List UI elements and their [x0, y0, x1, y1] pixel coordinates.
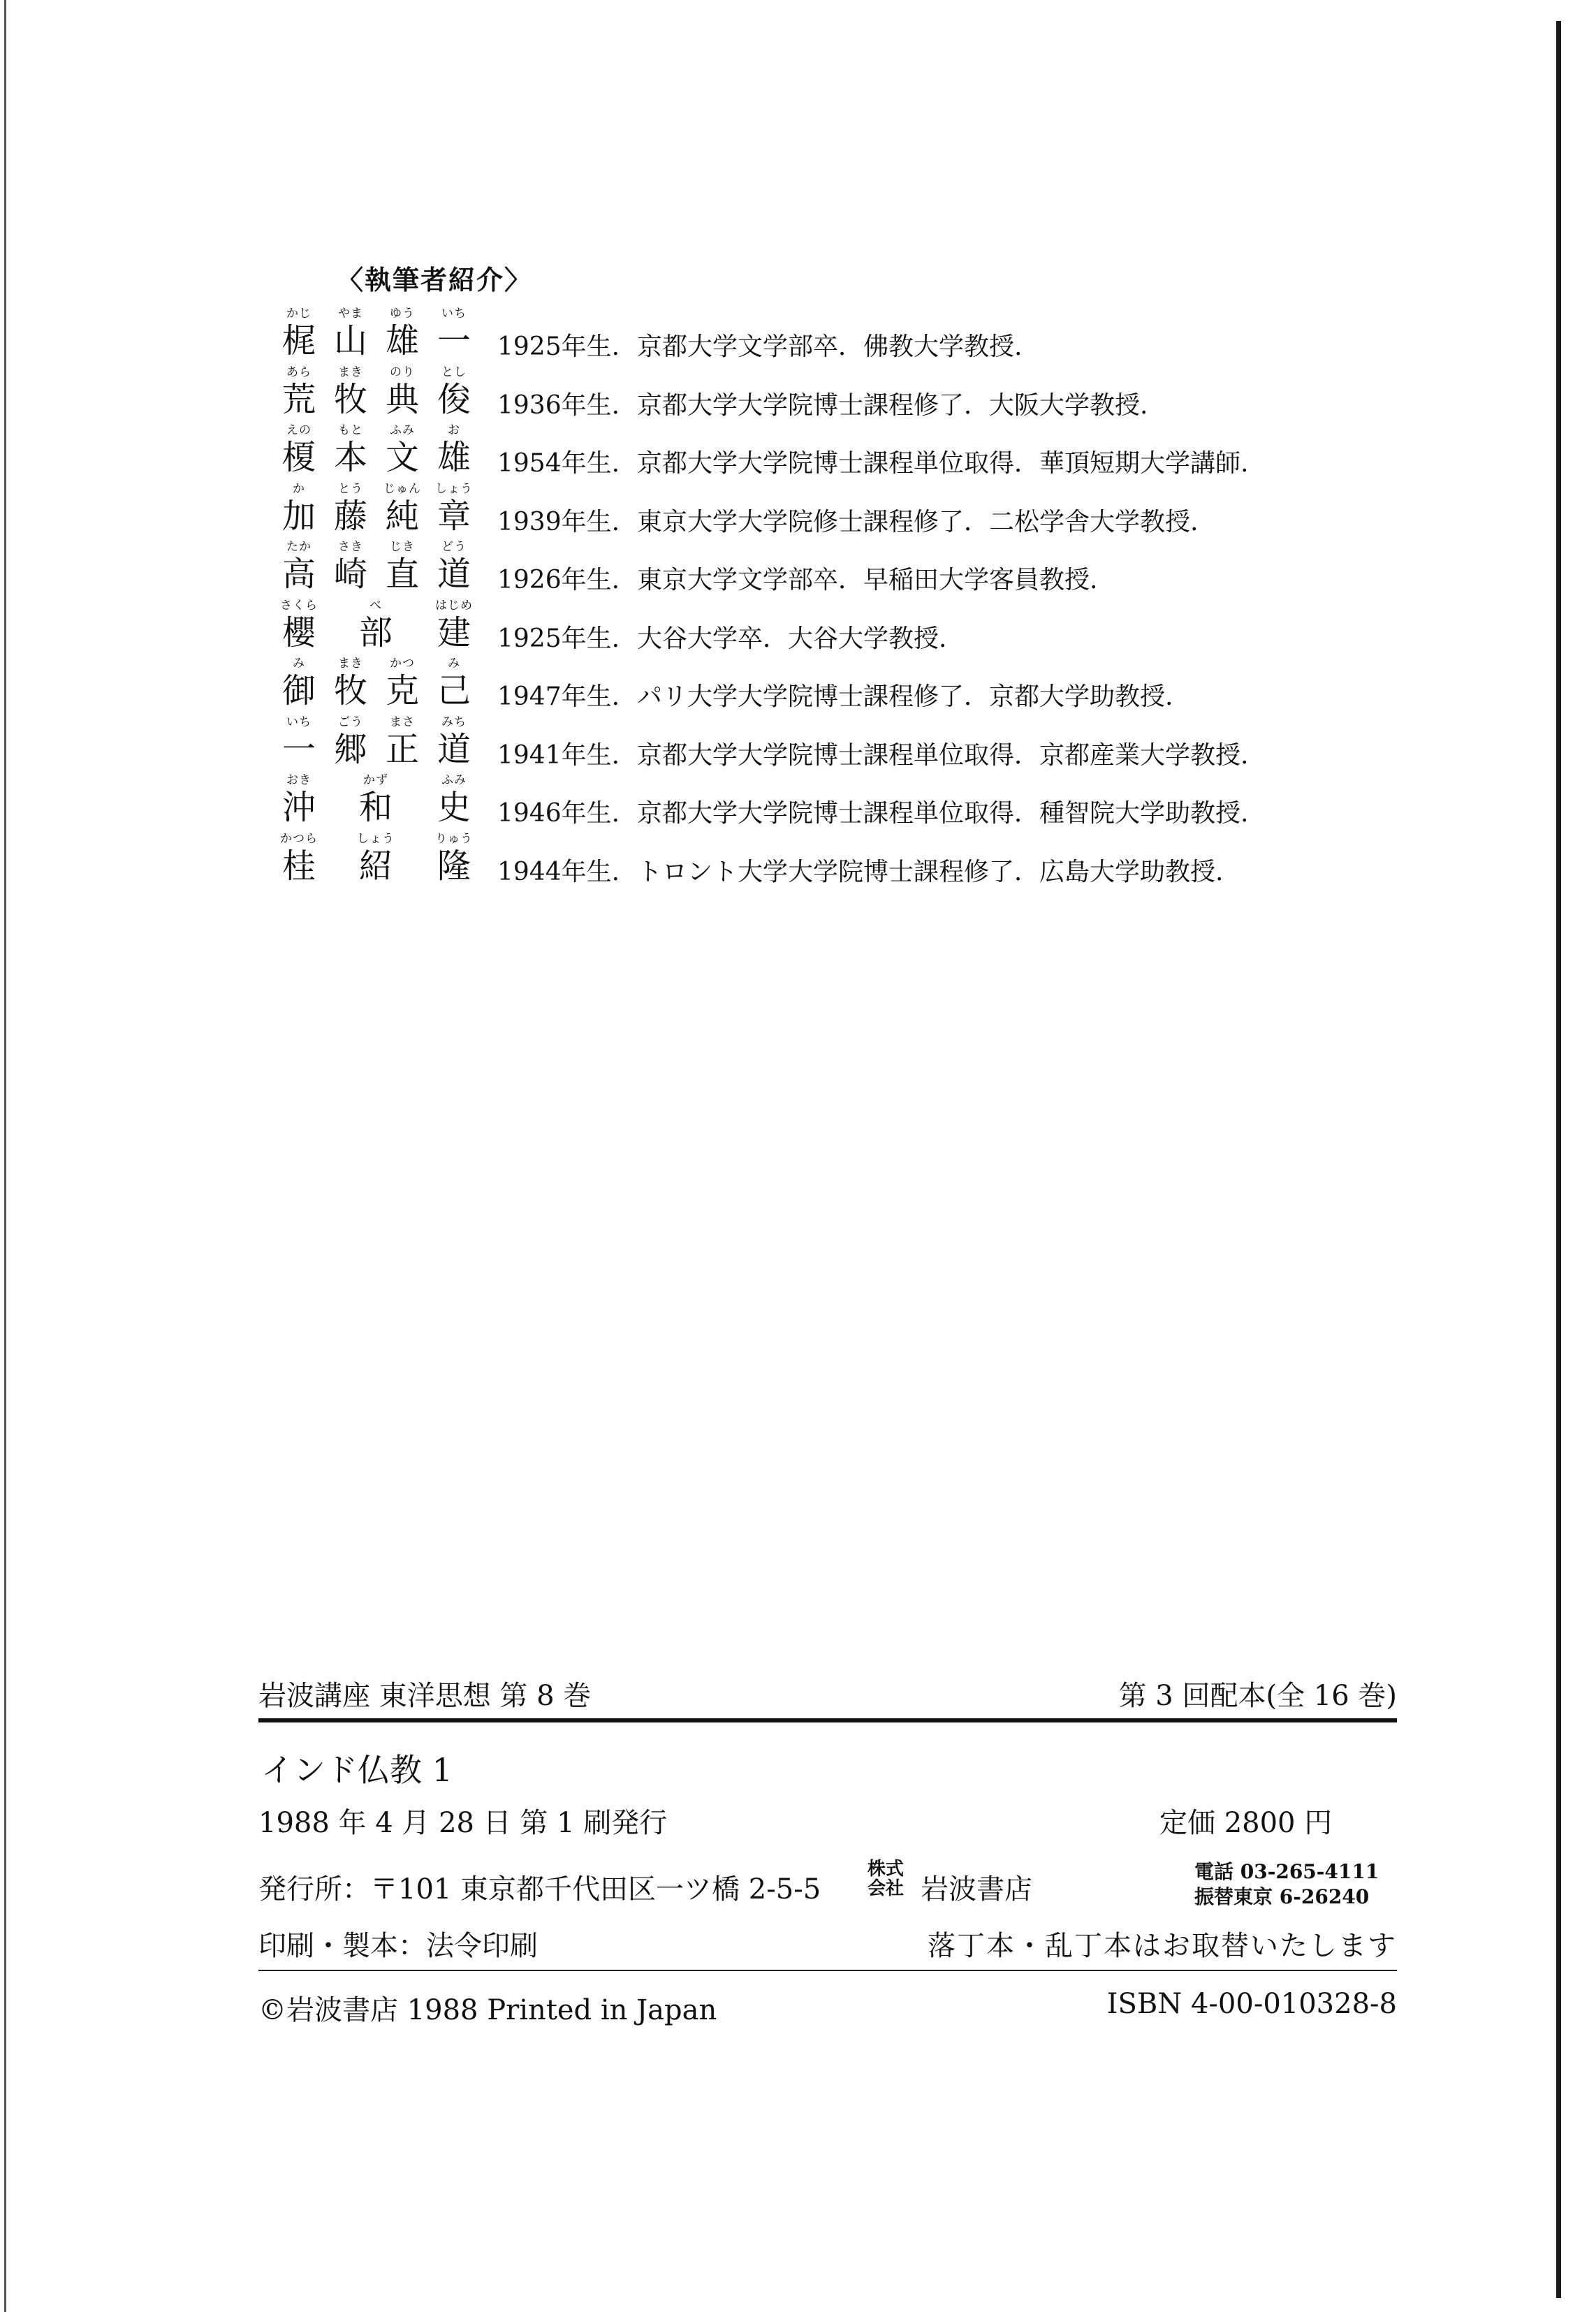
career-description: 東京大学文学部卒．早稲田大学客員教授.: [637, 566, 1098, 594]
kanji: 文: [385, 438, 419, 477]
furigana: さくら: [280, 598, 318, 613]
publication-date: 1988 年 4 月 28 日 第 1 刷発行: [258, 1807, 668, 1839]
author-row: [279, 770, 1397, 828]
birth-year: 1941年生.: [497, 740, 620, 770]
furigana: かじ: [286, 307, 312, 321]
furigana: ふみ: [441, 773, 467, 787]
author-name: [279, 303, 475, 362]
birth-year: 1946年生.: [497, 799, 620, 828]
kanji: 櫻: [281, 613, 316, 652]
name-character: [434, 478, 474, 537]
kanji: 己: [437, 671, 471, 710]
name-character: [331, 653, 370, 712]
colophon: [258, 1648, 1397, 2040]
price: 定価 2800 円: [1159, 1807, 1333, 1839]
career-description: 京都大学文学部卒．佛教大学教授.: [637, 332, 1023, 361]
kanji: 沖: [281, 788, 316, 827]
furigana: はじめ: [435, 598, 473, 613]
author-row: [279, 478, 1397, 537]
author-name: [279, 595, 475, 654]
kanji: 御: [281, 671, 316, 710]
furigana: あら: [286, 365, 312, 379]
furigana: いち: [286, 715, 312, 729]
furigana: かつら: [280, 831, 318, 846]
author-name: [279, 362, 475, 420]
author-row: [279, 536, 1397, 595]
name-character: [434, 595, 474, 654]
furigana: まさ: [390, 715, 415, 729]
name-character: [331, 303, 370, 362]
author-name: [279, 828, 475, 887]
name-character: [279, 712, 319, 770]
kanji: 章: [437, 496, 471, 536]
furigana: み: [448, 657, 460, 671]
name-character: [434, 828, 474, 887]
name-character: [279, 478, 319, 537]
kanji: 梶: [281, 321, 316, 360]
furigana: やま: [338, 307, 363, 321]
career-description: 東京大学大学院修士課程修了．二松学舎大学教授.: [637, 507, 1199, 536]
kanji: 牧: [333, 671, 367, 710]
name-character: [331, 420, 370, 478]
birth-year: 1925年生.: [497, 624, 620, 653]
kanji: 本: [333, 438, 367, 477]
birth-year: 1944年生.: [497, 857, 620, 886]
name-character: [383, 478, 422, 537]
kanji: 加: [281, 496, 316, 536]
name-character: [383, 303, 422, 362]
author-name: [279, 478, 475, 537]
furigana: じき: [390, 540, 415, 554]
furigana: かず: [363, 773, 388, 787]
author-name: [279, 653, 475, 712]
furigana: しょう: [357, 831, 395, 846]
author-row: [279, 653, 1397, 712]
name-character: [434, 653, 474, 712]
kanji: 道: [437, 729, 471, 769]
kanji: 高: [281, 555, 316, 594]
furigana: じゅん: [383, 481, 421, 496]
colophon-divider: [258, 1970, 1397, 1971]
kanji: 藤: [333, 496, 367, 536]
name-character: [279, 420, 319, 478]
furigana: ふみ: [390, 423, 415, 437]
replacement-notice: 落丁本・乱丁本はお取替いたします: [928, 1930, 1397, 1962]
kabushiki-kaisha: 株式 会社: [867, 1859, 905, 1899]
kanji: 荒: [281, 379, 316, 419]
furigana: ゆう: [390, 307, 415, 321]
name-character: [383, 420, 422, 478]
kanji: 道: [437, 555, 471, 594]
colophon-rule: [258, 1718, 1397, 1722]
name-character: [279, 362, 319, 420]
kanji: 紹: [358, 846, 393, 886]
name-character: [383, 536, 422, 595]
kanji: 正: [385, 729, 419, 769]
author-row: [279, 303, 1397, 362]
author-row: [279, 595, 1397, 654]
furigana: おき: [286, 773, 312, 787]
birth-year: 1936年生.: [497, 390, 620, 420]
furigana: まき: [338, 365, 363, 379]
scan-left-edge: [4, 0, 6, 2312]
kanji: 隆: [437, 846, 471, 886]
name-character: [434, 420, 474, 478]
kanji: 牧: [333, 379, 367, 419]
publisher-name: 岩波書店: [921, 1873, 1032, 1905]
series-title: 岩波講座 東洋思想 第 8 巻: [258, 1680, 592, 1712]
furigana: か: [293, 481, 305, 496]
kanji: 郷: [333, 729, 367, 769]
name-character: [434, 712, 474, 770]
career-description: トロント大学大学院博士課程修了．広島大学助教授.: [637, 857, 1224, 886]
furigana: べ: [369, 598, 382, 613]
scan-right-edge: [1556, 21, 1561, 2298]
birth-year: 1926年生.: [497, 566, 620, 594]
birth-year: 1939年生.: [497, 507, 620, 536]
name-character: [356, 595, 395, 654]
name-character: [383, 712, 422, 770]
name-character: [383, 362, 422, 420]
furigana: もと: [338, 423, 363, 437]
career-description: 京都大学大学院博士課程単位取得．華頂短期大学講師.: [637, 449, 1249, 478]
name-character: [434, 770, 474, 828]
author-name: [279, 712, 475, 770]
name-character: [279, 536, 319, 595]
kanji: 桂: [281, 846, 316, 886]
name-character: [279, 828, 319, 887]
career-description: 大谷大学卒．大谷大学教授.: [637, 624, 947, 653]
author-name: [279, 770, 475, 828]
furigana: いち: [441, 307, 467, 321]
kanji: 部: [358, 613, 393, 652]
furigana: みち: [441, 715, 467, 729]
birth-year: 1954年生.: [497, 449, 620, 478]
career-description: 京都大学大学院博士課程修了．大阪大学教授.: [637, 390, 1148, 420]
kanji: 山: [333, 321, 367, 360]
kanji: 史: [437, 788, 471, 827]
kanji: 直: [385, 555, 419, 594]
distribution-info: 第 3 回配本(全 16 巻): [1118, 1680, 1397, 1712]
birth-year: 1947年生.: [497, 682, 620, 711]
career-description: 京都大学大学院博士課程単位取得．種智院大学助教授.: [637, 799, 1249, 828]
name-character: [279, 653, 319, 712]
name-character: [279, 595, 319, 654]
name-character: [279, 770, 319, 828]
copyright: ©岩波書店 1988 Printed in Japan: [258, 1994, 717, 2026]
name-character: [434, 362, 474, 420]
furigana: まき: [338, 657, 363, 671]
publisher-address: 発行所：〒101 東京都千代田区一ツ橋 2-5-5: [258, 1873, 821, 1905]
furigana: とし: [441, 365, 467, 379]
telephone: 電話 03-265-4111: [1194, 1860, 1379, 1883]
kanji: 純: [385, 496, 419, 536]
career-description: 京都大学大学院博士課程単位取得．京都産業大学教授.: [637, 740, 1249, 770]
name-character: [356, 828, 395, 887]
furigana: たか: [286, 540, 312, 554]
author-name: [279, 420, 475, 478]
furigana: み: [293, 657, 305, 671]
kanji: 建: [437, 613, 471, 652]
name-character: [331, 712, 370, 770]
author-name: [279, 536, 475, 595]
kanji: 俊: [437, 379, 471, 419]
isbn: ISBN 4-00-010328-8: [1106, 1988, 1397, 2020]
furigana: のり: [390, 365, 415, 379]
kanji: 一: [437, 321, 471, 360]
furigana: えの: [286, 423, 312, 437]
furigana: さき: [338, 540, 363, 554]
book-title: インド仏教 1: [261, 1751, 453, 1789]
kanji: 榎: [281, 438, 316, 477]
name-character: [331, 536, 370, 595]
name-character: [434, 303, 474, 362]
name-character: [331, 478, 370, 537]
furigana: りゅう: [435, 831, 473, 846]
name-character: [331, 362, 370, 420]
author-row: [279, 712, 1397, 770]
printer: 印刷・製本：法令印刷: [258, 1930, 538, 1962]
name-character: [383, 653, 422, 712]
author-row: [279, 828, 1397, 887]
name-character: [279, 303, 319, 362]
furigana: かつ: [390, 657, 415, 671]
author-row: [279, 362, 1397, 420]
furikae-account: 振替東京 6-26240: [1194, 1885, 1370, 1908]
furigana: とう: [338, 481, 363, 496]
name-character: [356, 770, 395, 828]
kanji: 克: [385, 671, 419, 710]
kanji: 一: [281, 729, 316, 769]
author-row: [279, 420, 1397, 478]
kanji: 崎: [333, 555, 367, 594]
furigana: ごう: [338, 715, 363, 729]
birth-year: 1925年生.: [497, 332, 620, 361]
kanji: 雄: [385, 321, 419, 360]
kanji: 典: [385, 379, 419, 419]
furigana: しょう: [435, 481, 473, 496]
furigana: お: [448, 423, 460, 437]
furigana: どう: [441, 540, 467, 554]
kanji: 雄: [437, 438, 471, 477]
name-character: [434, 536, 474, 595]
career-description: パリ大学大学院博士課程修了．京都大学助教授.: [637, 682, 1173, 711]
authors-heading: 〈執筆者紹介〉: [337, 264, 533, 295]
kanji: 和: [358, 788, 393, 827]
